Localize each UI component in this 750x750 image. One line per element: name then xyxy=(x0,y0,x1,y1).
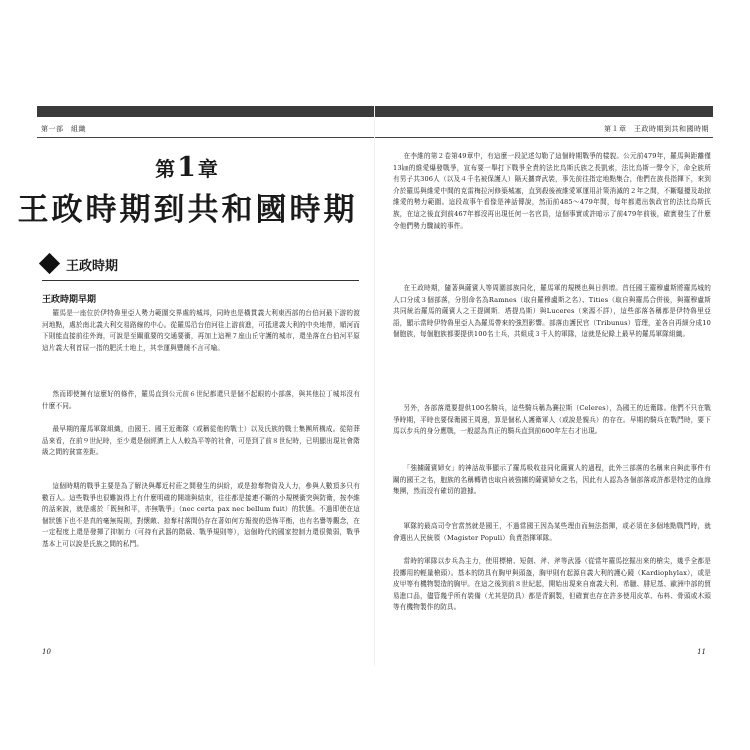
body-paragraph: 在王政時期，隨著與薩賓人等周圍部族同化，羅馬軍的規模也與日俱增。首任國王羅穆盧斯將羅馬城的人口分成３個部落，分別命名為Ramnes（取自羅穆盧斯之名）、Tities（取自與羅馬合併後，與羅穆盧斯共同統治羅馬的薩賓人之王提圖斯．塔提烏斯）與Luceres（來源不詳），這些部落各稱都是伊特魯里亞語，顯示當時伊特魯里亞人為羅馬帶來的強烈影響。部落由護民官（Tribunus）管理，並各自再細分成10個胞族，每個胞族都要提供100名士兵，共組成３千人的軍隊，這就是紀錄上最早的羅馬軍隊組織。 xyxy=(393,284,711,339)
chapter-digit: 1 xyxy=(177,152,198,183)
header-rule xyxy=(375,137,713,138)
running-head: 第一部 組織 xyxy=(41,125,86,133)
header-rule xyxy=(37,137,375,138)
body-paragraph: 另外，各部落還要提供100名騎兵，這些騎兵稱為賽拉斯（Celeres），為國王的近衛隊。他們不只在戰爭時期，平時也要保衛國王周邊，算是個私人護衛軍人（或說是親兵）的存在。早期的騎兵在戰鬥時，要下馬以步兵的身分應戰，一般認為真正的騎兵直到前600年左右才出現。 xyxy=(393,404,711,436)
body-paragraph: 在李維的第２卷第49章中，有這麼一段記述勾勒了這個時期戰爭的樣貌。公元前479年，羅馬與距離僅13㎞的維愛爆發戰爭，宣布要一舉打下戰爭全責的法比烏斯氏族之長凱索，法比烏斯一聲令下，命全族所有男子共306人（以及４千名被保護人）隔天攜齊武裝，事先前往指定地點集合，他們在族長指揮下，來到介於羅馬與維愛中間的克雷梅拉河修築城塞，直到殺後被維愛軍運用計策消滅的２年之間，不斷騷擾及劫掠維愛的勢力範圍。這段故事午看像是神話傳說，然而前485〜479年間，每年都還出執政官的法比烏斯氏族，在這之後直到前467年都沒再出現任何一名官員，這個事實或許暗示了前479年前後，確實發生了什麼令他們勢力驟減的事件。 xyxy=(393,152,711,230)
right-page xyxy=(375,0,750,750)
section-title: 王政時期 xyxy=(66,259,119,274)
body-paragraph: 最早期的羅馬軍隊組織，由國王、國王近衛隊（或稱從他的戰士）以及氏族的戰士集團所構成。從陪葬品來看，在前９世紀時，至少還是個經濟上人人較為平等的社會，可是到了前８世紀時，已明顯出現社會階級之間的貧富差距。 xyxy=(42,425,360,457)
top-bar xyxy=(375,106,713,117)
running-head: 第１章 王政時期到共和國時期 xyxy=(604,125,709,133)
body-paragraph: 當時的軍隊以步兵為主力，使用標槍、短劍、斧、斧等武器（從當年羅馬挖掘出來的槍尖，幾乎全都是投擲用的輕量槍頭）。基本的防具有胸甲與頭盔，胸甲則有起源自義大利的護心鏡（Kardiophylax），或是皮甲等有機物製造的胸甲。在這之後到前８世紀起，開始出現來自南義大利、希臘、腓尼基、歐洲中部的貿易進口品，儘管幾乎所有裝備（尤其是防具）都是青銅製，但確實也存在許多使用皮革、布料、骨頭或木頭等有機物製作的防具。 xyxy=(393,557,711,612)
diamond-bullet-icon xyxy=(39,253,60,274)
body-paragraph: 羅馬是一座位於伊特魯里亞人勢力範圍交界處的城邦，同時也是橫貫義大利東西部的台伯河最下游的渡河地點，處於南北義大利交易路線的中心。從羅馬沿台伯河往上游前進，可抵達義大利的中央地帶，順河而下則能直接前往外海，可說是至關重要的交通要衝，再加上這裡７座山丘守護的城市，還坐落在台伯河平原這片義大利首屈一指的肥沃土地上，其幸運與豐饒不言可喻。 xyxy=(42,309,360,352)
body-paragraph: 軍隊的最高司令官當然就是國王，不過當國王因為某些理由而無法指揮，或必須在多個地點戰鬥時，就會選出人民統領（Magister Populi）負責指揮軍隊。 xyxy=(393,522,711,542)
body-paragraph: 「強擄薩賓婦女」的神話故事顯示了羅馬吸收並同化薩賓人的過程，此外三部落的名稱來自與此事件有關的國王之名，胞族的名稱轉借也取自被強擄的薩賓婦女之名，因此有人認為各個部落或許都是特定的血緣集團，然而沒有確切的證據。 xyxy=(393,464,711,496)
chapter-prefix: 第 xyxy=(155,157,178,181)
page-number: 10 xyxy=(42,648,51,656)
chapter-title: 王政時期到共和國時期 xyxy=(17,192,358,228)
top-bar xyxy=(37,106,375,117)
body-paragraph: 然而即使擁有這麼好的條件，羅馬直到公元前６世紀都還只是個不起眼的小部落，與其他拉丁城邦沒有什麼不同。 xyxy=(42,390,360,410)
page-number: 11 xyxy=(697,648,706,656)
subsection-title: 王政時期早期 xyxy=(42,295,97,305)
body-paragraph: 這個時期的戰爭主要是為了解決與鄰近村莊之間發生的糾紛，或是掠奪物資及人力，參與人數頂多只有數百人。這些戰爭也很難說得上有什麼明確的開端與結束，往往都是接連不斷的小規模衝突與防衛，按李維的話來說，就是處於「既無和平，亦無戰爭」（nec certa pax nec bellum fuit）的狀態。不過即使在這個狀態下也不是真的毫無規則，對懷敵、掠奪村落間仍存在著如何方報復的恐怖平衡，也有名譽等觀念，在一定程度上還是發揮了抑制力（可持有武器的階級、戰爭規則等），這個時代的國家控制力還很微弱，戰爭基本上可以說是氏族之間的私鬥。 xyxy=(42,482,360,548)
section-heading xyxy=(42,254,359,281)
chapter-suffix: 章 xyxy=(197,157,220,181)
chapter-number xyxy=(0,152,375,183)
